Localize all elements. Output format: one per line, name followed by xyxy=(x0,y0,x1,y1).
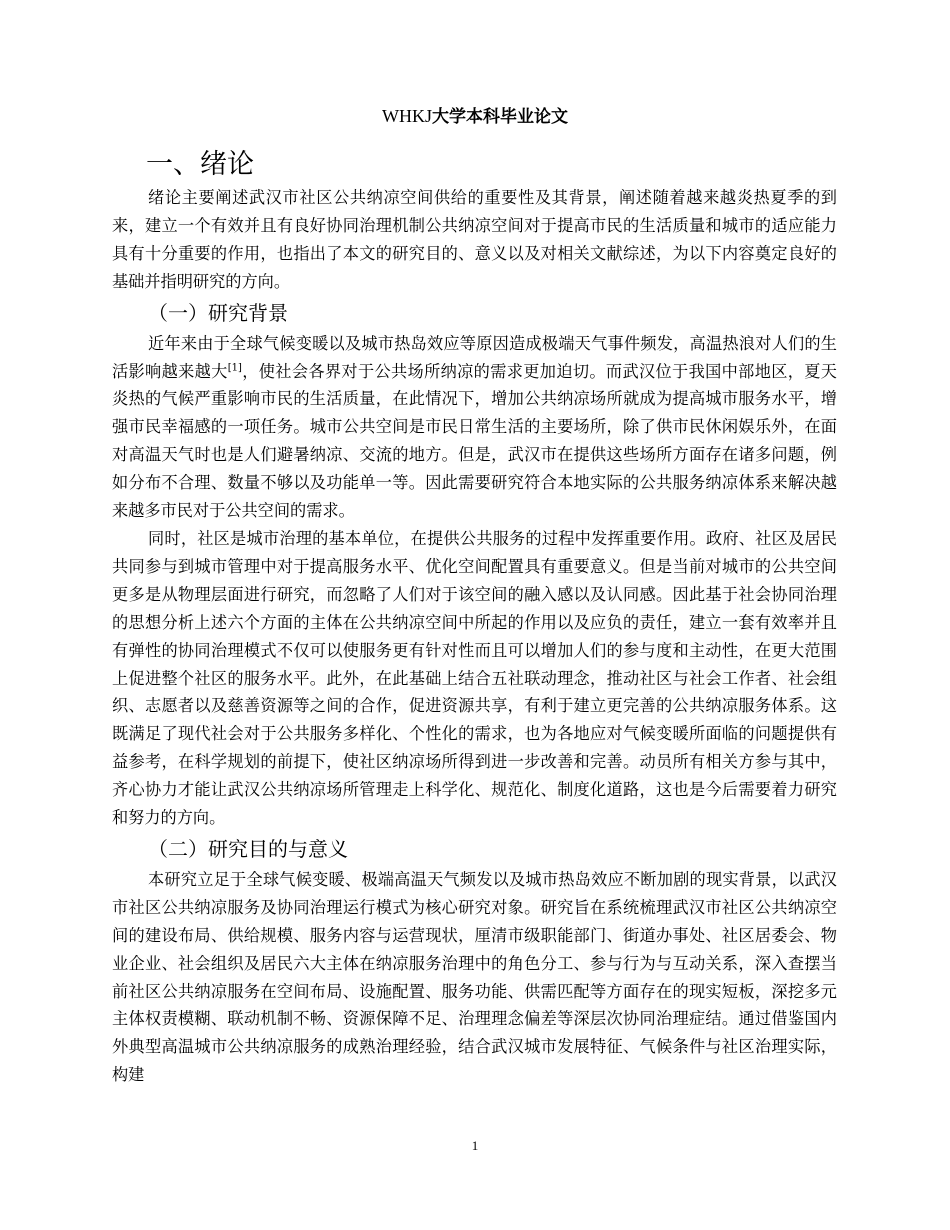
chapter-title: 一、绪论 xyxy=(146,149,254,180)
background-p1-text-a: 近年来由于全球气候变暖以及城市热岛效应等原因造成极端天气事件频发，高温热浪对人们的生活影响越来越大 xyxy=(112,333,837,381)
page-header xyxy=(0,104,950,129)
section-title-background: （一）研究背景 xyxy=(148,300,288,325)
background-paragraph-2: 同时，社区是城市治理的基本单位，在提供公共服务的过程中发挥重要作用。政府、社区及居民共同参与到城市管理中对于提高服务水平、优化空间配置具有重要意义。但是当前对城市的公共空间更多是从物理层面进行研究，而忽略了人们对于该空间的融入感以及认同感。因此基于社会协同治理的思想分析上述六个方面的主体在公共纳凉空间中所起的作用以及应负的责任，建立一套有效率并且有弹性的协同治理模式不仅可以使服务更有针对性而且可以增加人们的参与度和主动性，在更大范围上促进整个社区的服务水平。此外，在此基础上结合五社联动理念，推动社区与社会工作者、社会组织、志愿者以及慈善资源等之间的合作，促进资源共享，有利于建立更完善的公共纳凉服务体系。这既满足了现代社会对于公共服务多样化、个性化的需求，也为各地应对气候变暖所面临的问题提供有益参考，在科学规划的前提下，使社区纳凉场所得到进一步改善和完善。动员所有相关方参与其中，齐心协力才能让武汉公共纳凉场所管理走上科学化、规范化、制度化道路，这也是今后需要着力研究和努力的方向。 xyxy=(112,528,837,828)
header-university-code: WHKJ xyxy=(382,106,432,126)
background-paragraph-1 xyxy=(112,330,837,525)
section-title-purpose: （二）研究目的与意义 xyxy=(148,836,348,861)
header-thesis-title: 大学本科毕业论文 xyxy=(432,107,568,127)
body-content xyxy=(112,146,837,1089)
page-number: 1 xyxy=(471,1138,479,1153)
citation-ref: [1] xyxy=(227,362,242,374)
background-p1-text-b: ，使社会各界对于公共场所纳凉的需求更加迫切。而武汉位于我国中部地区，夏天炎热的气候严重影响市民的生活质量，在此情况下，增加公共纳凉场所就成为提高城市服务水平，增强市民幸福感的一项任务。城市公共空间是市民日常生活的主要场所，除了供市民休闲娱乐外，在面对高温天气时也是人们避暑纳凉、交流的地方。但是，武汉市在提供这些场所方面存在诸多问题，例如分布不合理、数量不够以及功能单一等。因此需要研究符合本地实际的公共服务纳凉体系来解决越来越多市民对于公共空间的需求。 xyxy=(112,361,837,521)
intro-paragraph: 绪论主要阐述武汉市社区公共纳凉空间供给的重要性及其背景，阐述随着越来越炎热夏季的到来，建立一个有效并且有良好协同治理机制公共纳凉空间对于提高市民的生活质量和城市的适应能力具有十分重要的作用，也指出了本文的研究目的、意义以及对相关文献综述，为以下内容奠定良好的基础并指明研究的方向。 xyxy=(112,188,837,291)
purpose-paragraph-1: 本研究立足于全球气候变暖、极端高温天气频发以及城市热岛效应不断加剧的现实背景，以武汉市社区公共纳凉服务及协同治理运行模式为核心研究对象。研究旨在系统梳理武汉市社区公共纳凉空间的建设布局、供给规模、服务内容与运营现状，厘清市级职能部门、街道办事处、社区居委会、物业企业、社会组织及居民六大主体在纳凉服务治理中的角色分工、参与行为与互动关系，深入查摆当前社区公共纳凉服务在空间布局、设施配置、服务功能、供需匹配等方面存在的现实短板，深挖多元主体权责模糊、联动机制不畅、资源保障不足、治理理念偏差等深层次协同治理症结。通过借鉴国内外典型高温城市公共纳凉服务的成熟治理经验，结合武汉城市发展特征、气候条件与社区治理实际，构建 xyxy=(112,869,837,1085)
